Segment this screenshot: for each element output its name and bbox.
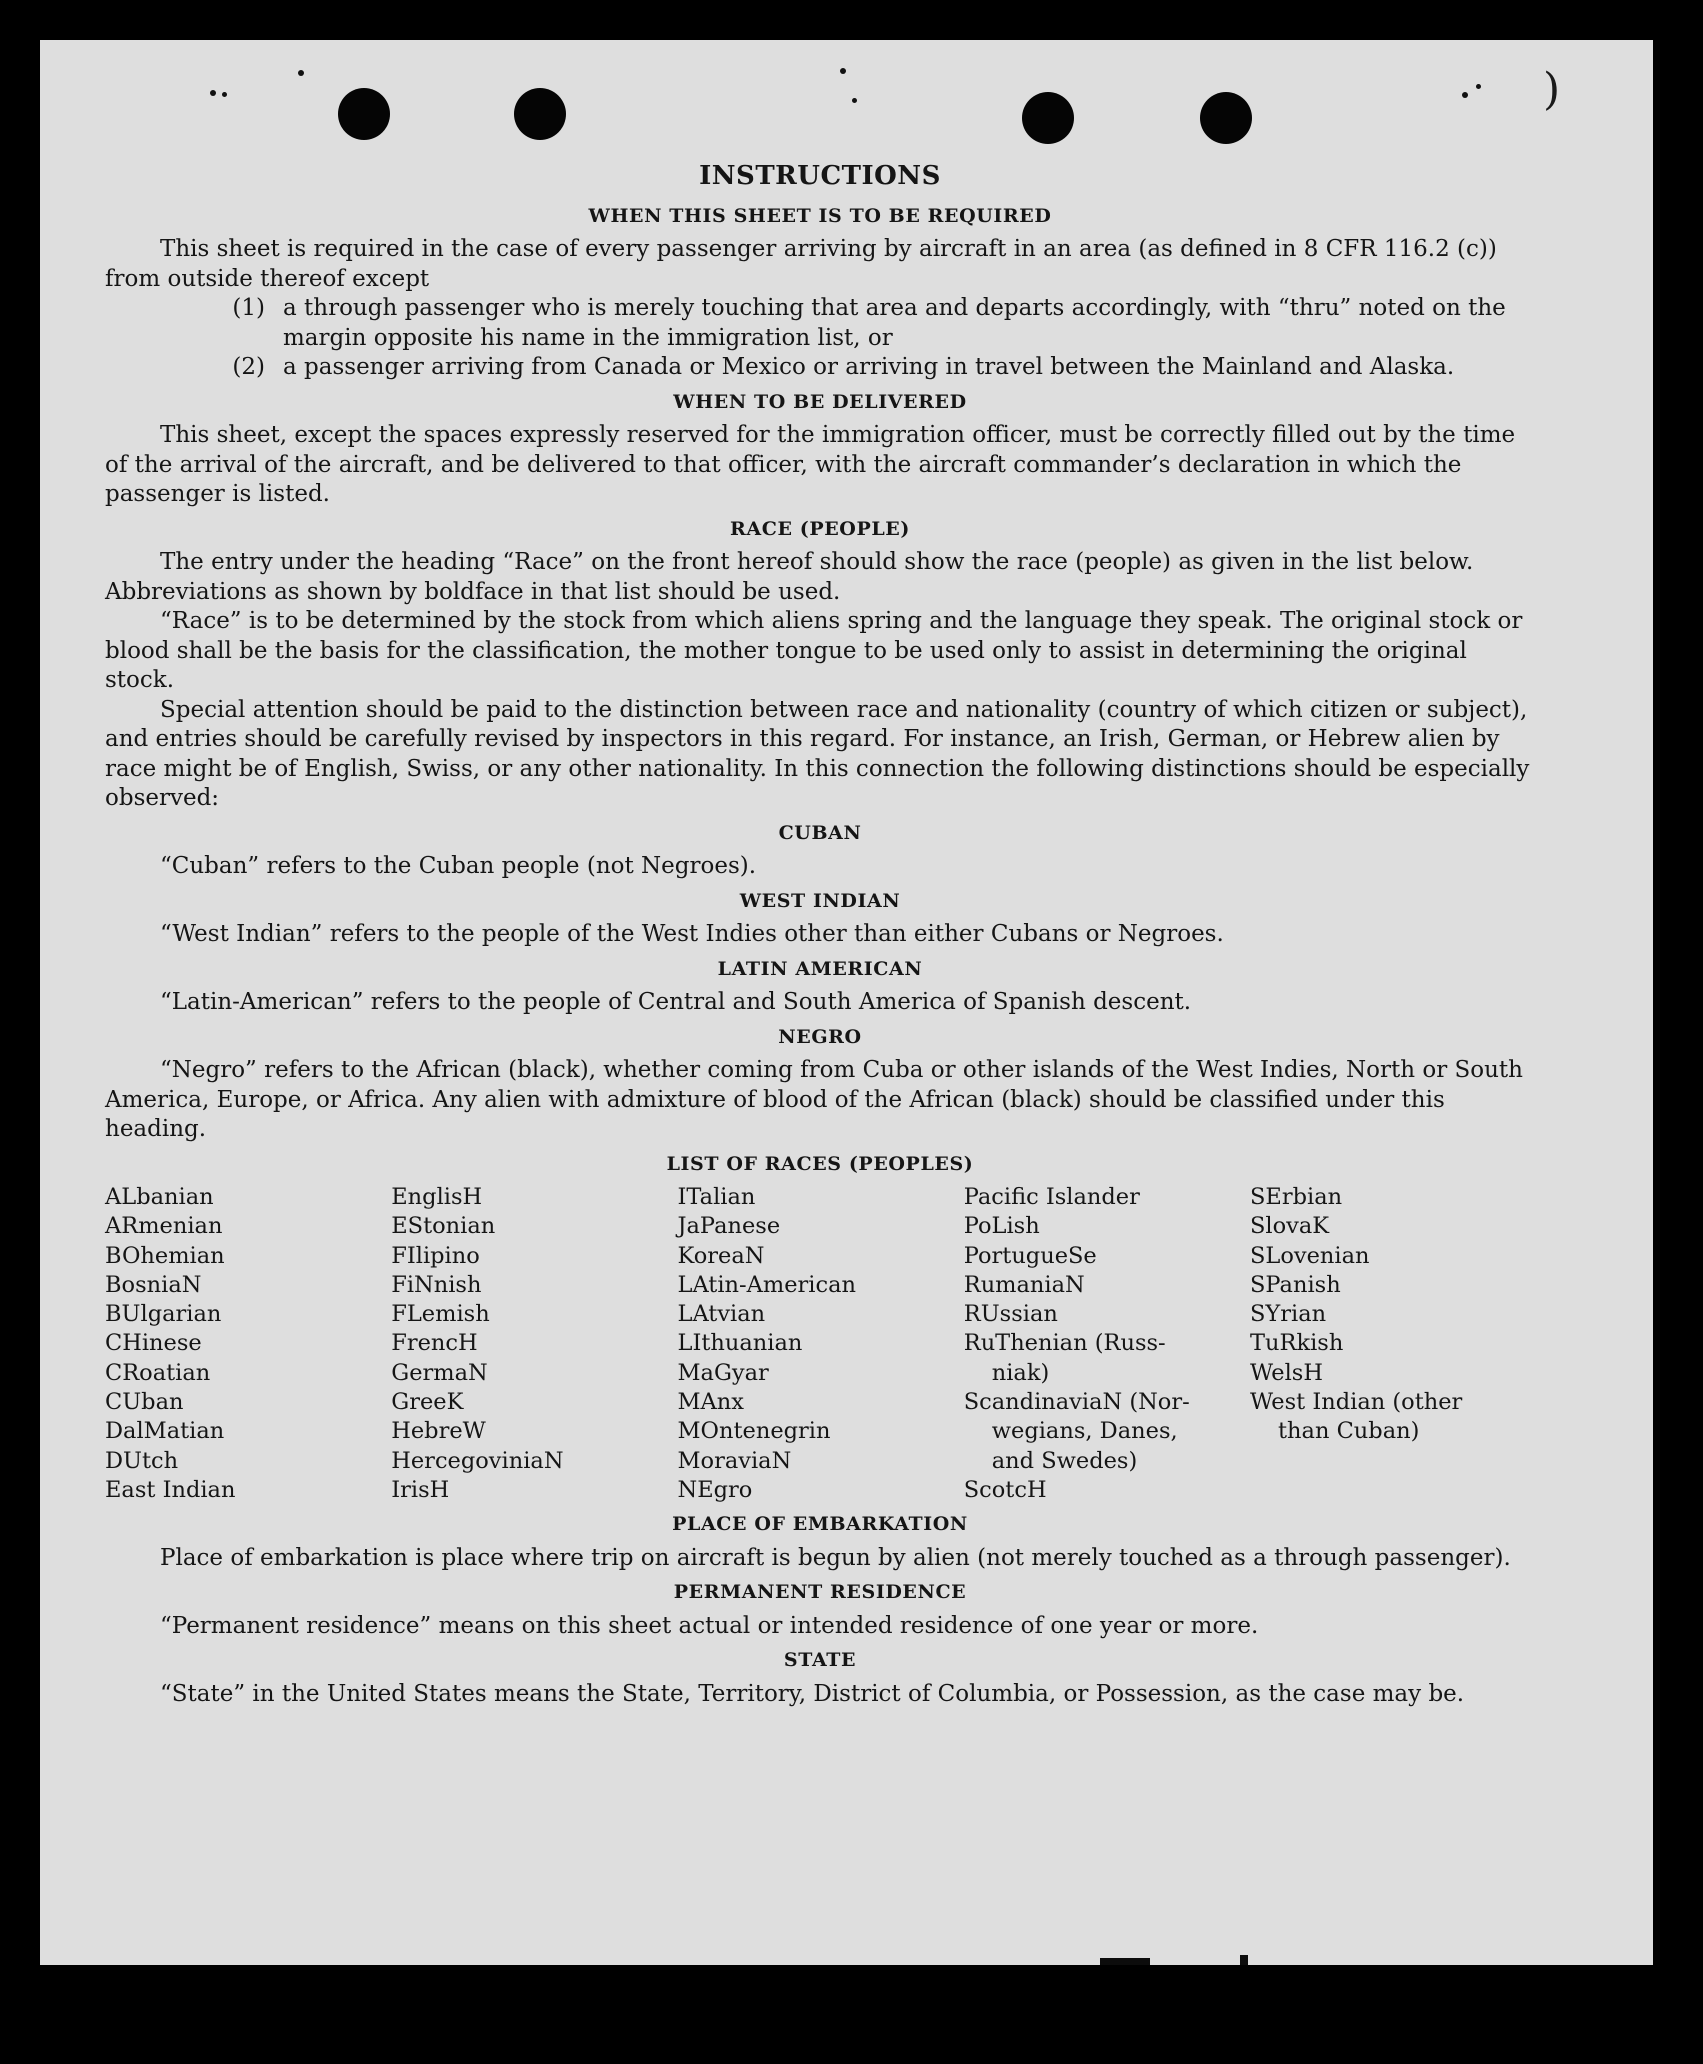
item-text: a through passenger who is merely touching that area and departs accordingly, with “thru” noted on the margin opposite his name in the immigration list, or [283, 295, 1506, 351]
section-heading: LATIN AMERICAN [717, 957, 923, 980]
punch-hole [1022, 92, 1074, 144]
section-heading: STATE [783, 1649, 857, 1672]
race-item: BUlgarian [105, 1301, 222, 1328]
item-number: (2) [232, 354, 265, 380]
race-item: HercegoviniaN [391, 1447, 564, 1474]
race-item: ITalian [677, 1184, 756, 1210]
race-item: ALbanian [105, 1184, 214, 1210]
list-item [105, 353, 1535, 383]
race-item: ScandinaviaN (Nor- [963, 1389, 1190, 1416]
race-item: NEgro [677, 1476, 753, 1503]
paragraph: “West Indian” refers to the people of the West Indies other than either Cubans or Negroes. [160, 921, 1224, 947]
item-text: a passenger arriving from Canada or Mexico or arriving in travel between the Mainland and Alaska. [283, 354, 1455, 380]
race-item-continued: and Swedes) [991, 1447, 1138, 1474]
race-item: ScotcH [963, 1476, 1047, 1503]
race-item: KoreaN [677, 1242, 765, 1269]
race-item: LAtvian [677, 1301, 766, 1328]
race-item: WelsH [1250, 1359, 1323, 1386]
race-item: PortugueSe [963, 1242, 1097, 1269]
section-heading: WHEN THIS SHEET IS TO BE REQUIRED [588, 204, 1052, 227]
paper-speck [1476, 84, 1481, 89]
item-number: (1) [232, 295, 265, 321]
paragraph: Special attention should be paid to the distinction between race and nationality (country of which citizen or subject), and entries should be carefully revised by inspectors in this regard. For instance, an Irish, German, or Hebrew alien by race might be of English, Swiss, or any other nationality. In this connection the following distinctions should be especially observed: [105, 696, 1530, 811]
races-list [105, 1183, 1535, 1505]
section-heading: WHEN TO BE DELIVERED [673, 390, 967, 413]
page-title: INSTRUCTIONS [699, 161, 941, 191]
section-heading: PERMANENT RESIDENCE [673, 1581, 967, 1604]
race-item: FrencH [391, 1330, 478, 1357]
race-item: IrisH [391, 1476, 450, 1503]
race-item: GermaN [391, 1359, 488, 1386]
paper-speck [840, 68, 846, 74]
races-column [105, 1183, 390, 1505]
race-item: BosniaN [105, 1271, 202, 1298]
race-item: SlovaK [1250, 1213, 1330, 1240]
paragraph: “Race” is to be determined by the stock from which aliens spring and the language they speak. The original stock or blood shall be the basis for the classification, the mother tongue to be used only to assist in determining the original stock. [105, 608, 1523, 693]
race-item-continued: niak) [991, 1359, 1050, 1386]
document-page [40, 40, 1653, 1965]
race-item: CHinese [105, 1330, 202, 1357]
section-heading: PLACE OF EMBARKATION [672, 1513, 968, 1536]
races-column [1250, 1183, 1535, 1505]
race-item: RUssian [963, 1301, 1058, 1328]
race-item: GreeK [391, 1389, 464, 1416]
race-item-continued: than Cuban) [1278, 1418, 1420, 1445]
race-item: Pacific Islander [963, 1184, 1140, 1210]
section-heading: RACE (PEOPLE) [730, 517, 910, 540]
paper-speck [1462, 92, 1468, 98]
paragraph: “Cuban” refers to the Cuban people (not Negroes). [160, 853, 757, 879]
race-item: East Indian [105, 1476, 236, 1503]
race-item: MOntenegrin [677, 1418, 831, 1445]
race-item: MAnx [677, 1389, 744, 1416]
scan-artifact [1100, 1958, 1150, 1965]
race-item: EStonian [391, 1213, 496, 1240]
race-item: FIlipino [391, 1242, 480, 1269]
race-item: LAtin-American [677, 1271, 856, 1298]
paragraph: “Permanent residence” means on this sheet actual or intended residence of one year or more. [160, 1612, 1259, 1639]
race-item: FLemish [391, 1301, 490, 1328]
race-item: CRoatian [105, 1359, 211, 1386]
punch-hole [514, 88, 566, 140]
race-item: BOhemian [105, 1242, 225, 1269]
race-item: TuRkish [1250, 1330, 1344, 1357]
race-item: SPanish [1250, 1271, 1341, 1298]
section-heading: LIST OF RACES (PEOPLES) [666, 1152, 974, 1175]
race-item: HebreW [391, 1418, 486, 1445]
race-item: SYrian [1250, 1301, 1327, 1328]
paper-speck [210, 90, 216, 96]
race-item: MaGyar [677, 1359, 769, 1386]
punch-hole [1200, 92, 1252, 144]
race-item: LIthuanian [677, 1330, 803, 1357]
paragraph: “Negro” refers to the African (black), whether coming from Cuba or other islands of the West Indies, North or South America, Europe, or Africa. Any alien with admixture of blood of the African (black) should be classified under this heading. [105, 1057, 1523, 1142]
race-item: MoraviaN [677, 1447, 792, 1474]
race-item: JaPanese [677, 1213, 781, 1240]
race-item: PoLish [963, 1213, 1040, 1240]
paragraph: “Latin-American” refers to the people of Central and South America of Spanish descent. [160, 989, 1192, 1015]
handwritten-mark: ) [1543, 64, 1561, 115]
instructions-body [105, 162, 1535, 1709]
race-item: RumaniaN [963, 1271, 1085, 1298]
scan-artifact [1240, 1955, 1248, 1965]
races-column [678, 1183, 963, 1505]
paragraph: “State” in the United States means the State, Territory, District of Columbia, or Possession, as the case may be. [160, 1680, 1465, 1707]
paragraph: This sheet, except the spaces expressly reserved for the immigration officer, must be correctly filled out by the time of the arrival of the aircraft, and be delivered to that officer, with the aircraft commander’s declaration in which the passenger is listed. [105, 422, 1516, 507]
races-column [391, 1183, 676, 1505]
list-item [105, 294, 1535, 353]
paper-speck [222, 92, 227, 97]
section-heading: WEST INDIAN [739, 889, 901, 912]
race-item: DalMatian [105, 1418, 225, 1445]
paragraph: Place of embarkation is place where trip on aircraft is begun by alien (not merely touched as a through passenger). [160, 1544, 1511, 1571]
paragraph: This sheet is required in the case of every passenger arriving by aircraft in an area (as defined in 8 CFR 116.2 (c)) from outside thereof except [105, 236, 1497, 292]
race-item: West Indian (other [1250, 1389, 1463, 1416]
race-item: FiNnish [391, 1271, 482, 1298]
section-heading: NEGRO [778, 1025, 862, 1048]
race-item: EnglisH [391, 1184, 483, 1210]
race-item: CUban [105, 1389, 184, 1416]
race-item: ARmenian [105, 1213, 223, 1240]
race-item: DUtch [105, 1447, 179, 1474]
race-item: RuThenian (Russ- [963, 1330, 1166, 1357]
race-item: SErbian [1250, 1184, 1343, 1210]
paper-speck [298, 70, 304, 76]
race-item: SLovenian [1250, 1242, 1370, 1269]
punch-hole [338, 88, 390, 140]
races-column [964, 1183, 1249, 1505]
section-heading: CUBAN [778, 821, 862, 844]
paper-speck [852, 98, 857, 103]
race-item-continued: wegians, Danes, [991, 1418, 1178, 1445]
paragraph: The entry under the heading “Race” on the front hereof should show the race (people) as given in the list below. Abbreviations as shown by boldface in that list should be used. [105, 549, 1474, 605]
